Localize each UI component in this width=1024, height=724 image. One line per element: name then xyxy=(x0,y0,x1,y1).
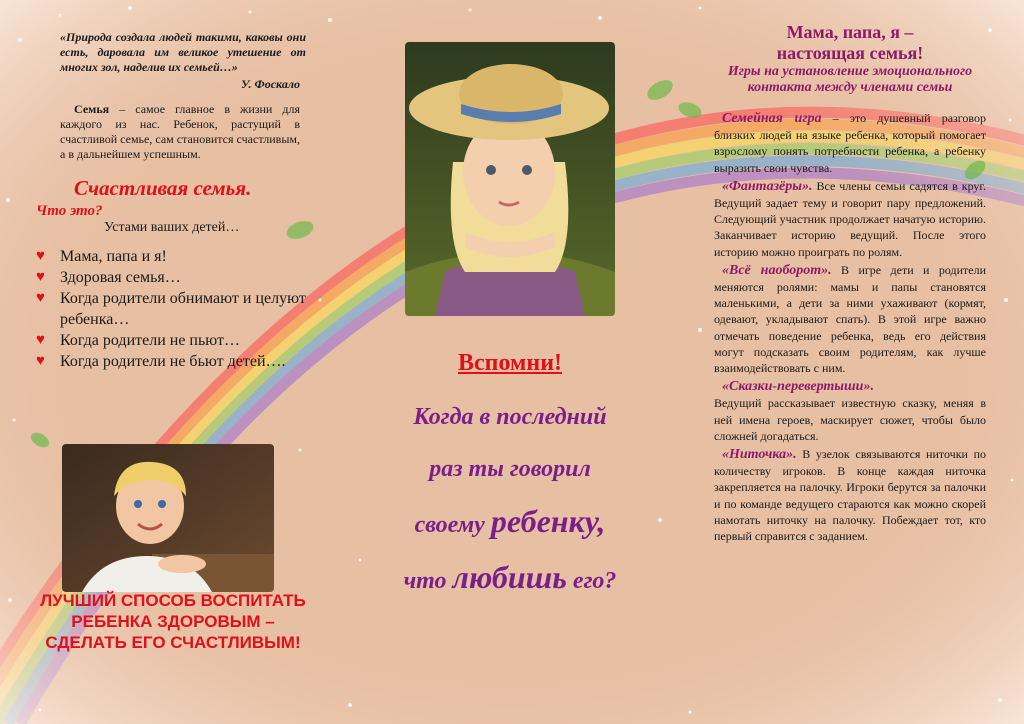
children-answers-list xyxy=(30,246,312,372)
list-item-text: Когда родители обнимают и целуют ребенка… xyxy=(60,290,306,328)
game-reverse-title: «Всё наоборот». xyxy=(722,262,832,278)
list-item xyxy=(36,267,312,288)
game-tales-body: Ведущий рассказывает известную сказку, меняя в ней имена героев, маскирует сюжет, чтобы было сложней догадаться. xyxy=(714,396,986,443)
list-item-text: Когда родители не пьют… xyxy=(60,332,241,349)
left-panel xyxy=(30,30,312,372)
game-tales-title: «Сказки-перевертыши». xyxy=(722,379,874,395)
epigraph-quote: «Природа создала людей такими, каковы они есть, даровала им великое утешение от многих зол, наделив их семьей…» xyxy=(60,30,306,74)
remember-line-4-pre: что xyxy=(403,568,453,594)
heart-icon: ♥ xyxy=(36,248,45,264)
happy-family-caption: Устами ваших детей… xyxy=(104,220,240,235)
happy-family-question: Что это? xyxy=(36,203,103,219)
right-panel xyxy=(714,22,986,546)
game-reverse-text: В игре дети и родители меняются ролями: мамы и папы становятся маленькими, а дети за ними ухаживают (кормят, одевают, укладывают спать). В этой игре важно отмечать поведение ребенка, ведь его действия могут подсказать своим родителям, как лучше взаимодействовать с ним. xyxy=(714,262,987,376)
list-item-text: Здоровая семья… xyxy=(60,269,181,286)
heart-icon: ♥ xyxy=(36,269,45,285)
game-thread-text: В узелок связываются ниточки по количеству игроков. В конце каждая ниточка закрепляется на палочку. Игроки берутся за палочки и по команде ведущего стараются как можно скорей намотать ниточку на палочку. Побеждает тот, кто первый справится с заданием. xyxy=(714,447,986,544)
remember-block xyxy=(330,350,690,607)
game-dreamers-text: Все члены семьи садятся в круг. Ведущий задает тему и говорит пару предложений. Следующий участник продолжает начатую историю. Заканчивает историю ведущий. После этого историю можно проиграть по ролям. xyxy=(714,178,986,259)
game-tales xyxy=(714,378,986,395)
games-title-line-2: настоящая семья! xyxy=(776,43,924,63)
games-subtitle: Игры на установление эмоционального контакта между членами семьи xyxy=(727,64,973,95)
game-reverse xyxy=(714,262,986,376)
slogan-text: ЛУЧШИЙ СПОСОБ ВОСПИТАТЬ РЕБЕНКА ЗДОРОВЫМ – СДЕЛАТЬ ЕГО СЧАСТЛИВЫМ! xyxy=(40,591,306,652)
remember-line-4-post: его? xyxy=(566,568,617,594)
list-item xyxy=(36,246,312,267)
list-item xyxy=(36,288,312,330)
boy-photo xyxy=(62,444,274,592)
game-thread-title: «Ниточка». xyxy=(722,447,797,463)
list-item-text: Когда родители не бьют детей…. xyxy=(60,353,286,370)
heart-icon: ♥ xyxy=(36,332,45,348)
games-title-line-1: Мама, папа, я – xyxy=(786,22,914,42)
game-thread xyxy=(714,446,986,544)
list-item xyxy=(36,351,312,372)
game-family xyxy=(714,110,986,176)
middle-panel xyxy=(330,0,690,724)
remember-line-1: Когда в последний xyxy=(413,404,607,430)
list-item xyxy=(36,330,312,351)
intro-text: – самое главное в жизни для каждого из нас. Ребенок, растущий в счастливой семье, сам становится счастливым, а в дальнейшем успешным. xyxy=(60,102,300,161)
heart-icon: ♥ xyxy=(36,353,45,369)
remember-emphasis-child: ребенку, xyxy=(490,503,606,539)
list-item-text: Мама, папа и я! xyxy=(60,248,167,265)
remember-line-2: раз ты говорил xyxy=(429,456,591,482)
game-dreamers-title: «Фантазёры». xyxy=(722,178,813,194)
remember-line-3-text: своему xyxy=(414,512,491,538)
game-dreamers xyxy=(714,178,986,260)
remember-line-4 xyxy=(330,551,690,607)
remember-heading: Вспомни! xyxy=(457,350,563,376)
game-family-text: – это душевный разговор близких людей на языке ребенка, который помогает взрослому понять потребности ребенка, а ребенку выразить свои чувства. xyxy=(714,111,986,175)
remember-line-3 xyxy=(330,495,690,551)
game-family-title: Семейная игра xyxy=(722,111,822,126)
happy-family-title: Счастливая семья. xyxy=(74,176,252,200)
epigraph-author: У. Фоскало xyxy=(240,77,300,91)
intro-paragraph xyxy=(60,102,300,162)
heart-icon: ♥ xyxy=(36,290,45,306)
remember-emphasis-love: любишь xyxy=(452,559,567,595)
intro-keyword: Семья xyxy=(74,102,110,116)
